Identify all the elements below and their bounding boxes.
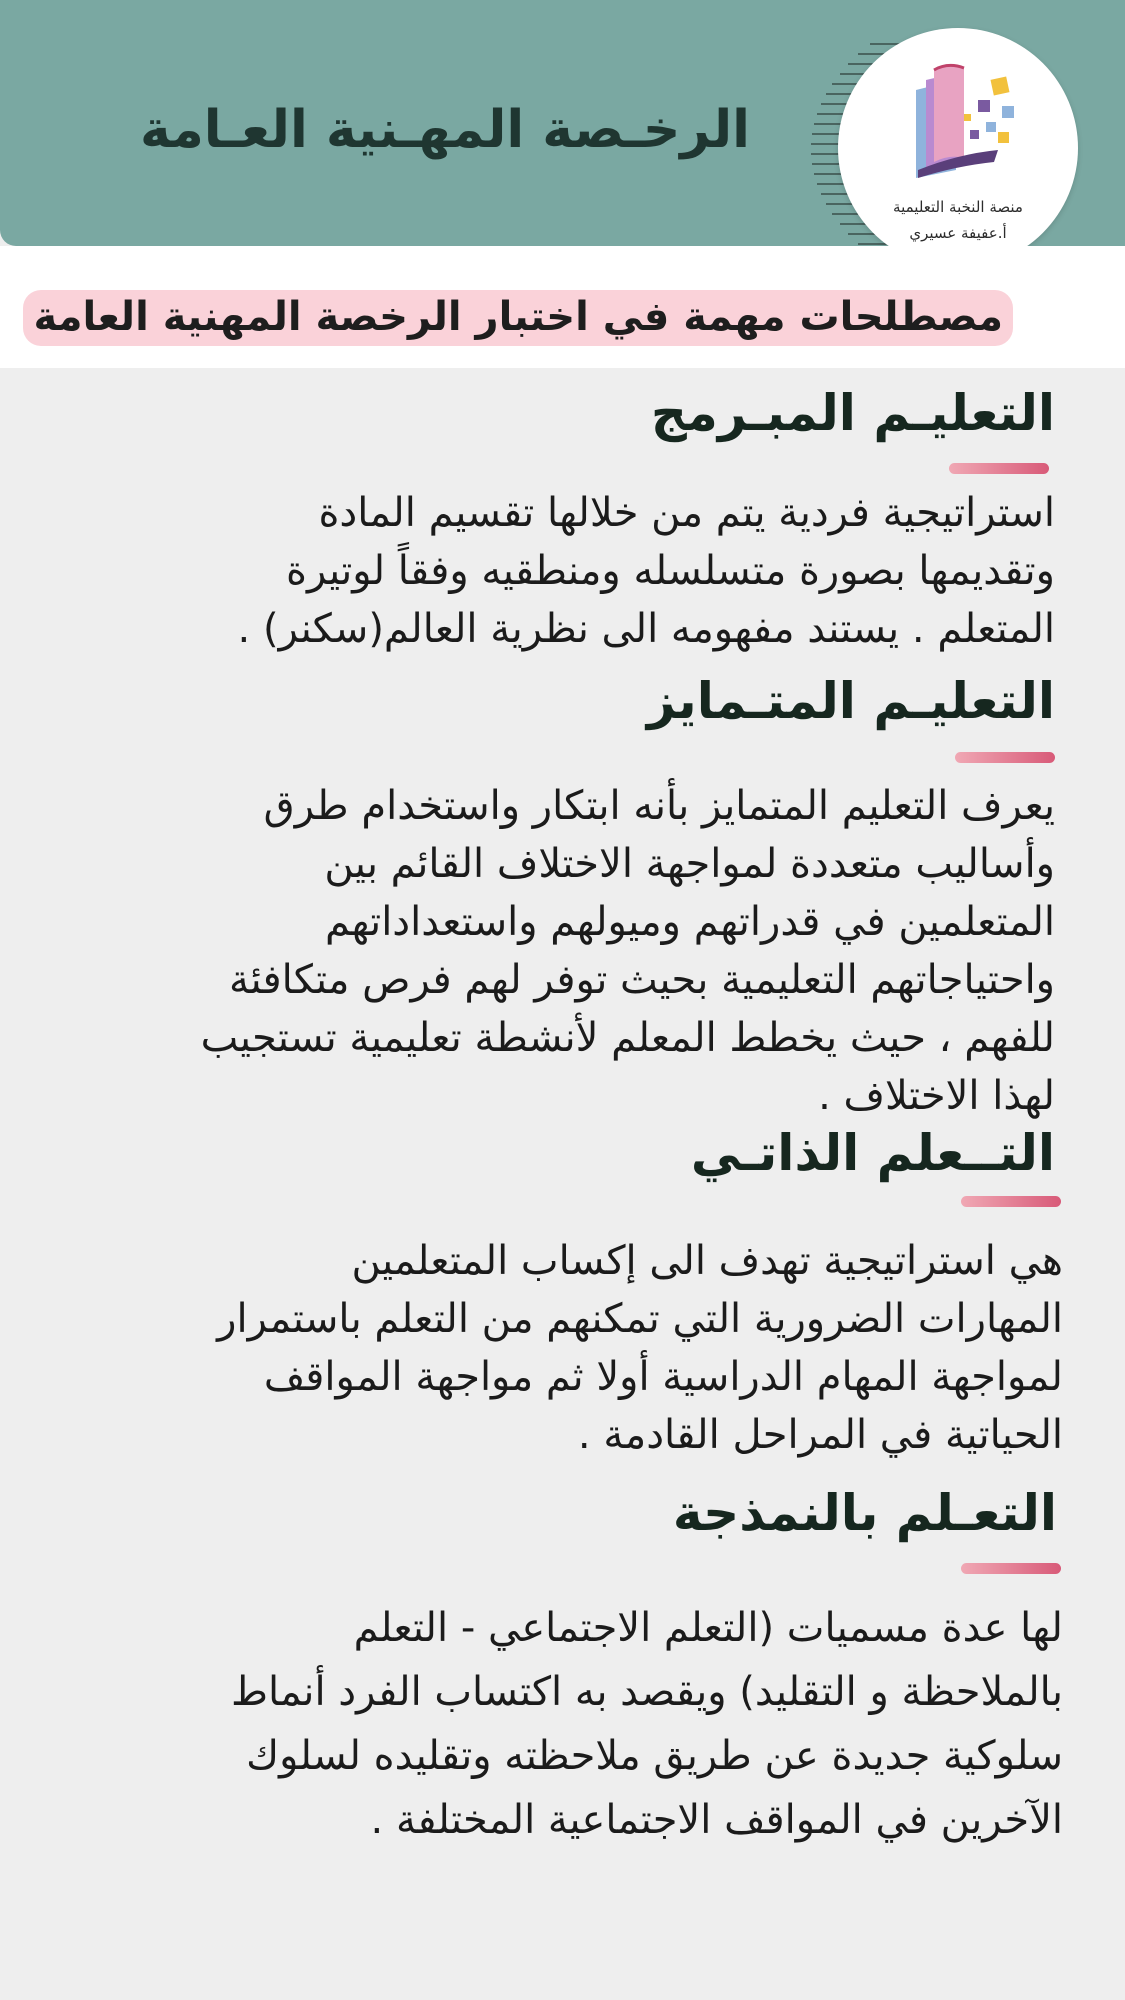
title-underline	[949, 463, 1049, 474]
body-line: الآخرين في المواقف الاجتماعية المختلفة .	[370, 1797, 1063, 1843]
body-line: استراتيجية فردية يتم من خلالها تقسيم المادة	[318, 490, 1055, 536]
body-line: للفهم ، حيث يخطط المعلم لأنشطة تعليمية تستجيب	[200, 1015, 1055, 1061]
body-line: سلوكية جديدة عن طريق ملاحظته وتقليده لسلوك	[246, 1733, 1063, 1779]
body-line: وأساليب متعددة لمواجهة الاختلاف القائم بين	[324, 841, 1055, 887]
section-self-learning	[70, 1124, 1063, 1464]
section-title: التــعلم الذاتـي	[690, 1124, 1055, 1182]
body-line: وتقديمها بصورة متسلسله ومنطقيه وفقاً لوتيرة	[285, 548, 1055, 594]
section-body	[70, 777, 1055, 1125]
header-banner	[0, 0, 1125, 246]
section-differentiated-learning	[70, 672, 1055, 1119]
section-body	[70, 1596, 1063, 1852]
body-line: يعرف التعليم المتمايز بأنه ابتكار واستخدام طرق	[263, 783, 1055, 829]
logo-line-2: أ.عفيفة عسيري	[909, 224, 1007, 242]
body-line: المتعلم . يستند مفهومه الى نظرية العالم(سكنر) .	[237, 606, 1055, 652]
title-underline	[961, 1196, 1061, 1207]
body-line: لهذا الاختلاف .	[818, 1073, 1055, 1119]
logo-line-1: منصة النخبة التعليمية	[893, 198, 1023, 216]
body-line: هي استراتيجية تهدف الى إكساب المتعلمين	[351, 1238, 1063, 1284]
body-line: المتعلمين في قدراتهم وميولهم واستعداداتهم	[325, 899, 1055, 945]
subtitle: مصطلحات مهمة في اختبار الرخصة المهنية العامة	[33, 294, 1003, 340]
section-title: التعـلم بالنمذجة	[672, 1484, 1057, 1542]
body-line: واحتياجاتهم التعليمية بحيث توفر لهم فرص متكافئة	[229, 957, 1055, 1003]
book-logo-icon	[898, 50, 1028, 180]
body-line: المهارات الضرورية التي تمكنهم من التعلم باستمرار	[217, 1296, 1063, 1342]
body-line: الحياتية في المراحل القادمة .	[577, 1412, 1063, 1458]
section-title: التعليـم المتـمايز	[646, 672, 1055, 730]
section-modeling-learning	[70, 1484, 1063, 1844]
page-title: الرخـصة المهـنية العـامة	[140, 100, 750, 160]
body-line: بالملاحظة و التقليد) ويقصد به اكتساب الفرد أنماط	[231, 1669, 1063, 1715]
logo	[838, 28, 1078, 268]
section-title: التعليـم المبـرمج	[650, 384, 1055, 442]
body-line: لمواجهة المهام الدراسية أولا ثم مواجهة المواقف	[263, 1354, 1063, 1400]
subtitle-highlight	[23, 290, 1013, 346]
title-underline	[961, 1563, 1061, 1574]
section-body	[70, 484, 1055, 658]
title-underline	[955, 752, 1055, 763]
section-body	[70, 1232, 1063, 1464]
section-programmed-learning	[70, 384, 1055, 654]
body-line: لها عدة مسميات (التعلم الاجتماعي - التعلم	[353, 1605, 1063, 1651]
